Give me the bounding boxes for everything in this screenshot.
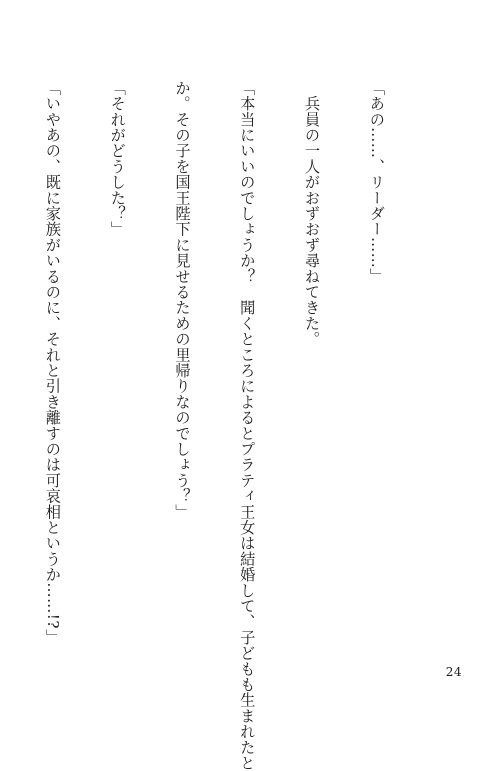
text-line: 兵員の一人がおずおず尋ねてきた。: [303, 80, 322, 347]
text-line: 「本当にいいのでしょうか？ 聞くところによるとプラティ王女は結婚して、子どもも生まれたと: [238, 80, 257, 771]
page-number: 24: [445, 665, 462, 679]
vertical-text-body: [0, 80, 430, 771]
text-line: 「いやあの、既に家族がいるのに、それと引き離すのは可哀相というか……!?」: [43, 80, 62, 645]
text-line: 「あの……、リーダー……」: [367, 80, 386, 285]
text-line: か。その子を国王陛下に見せるための里帰りなのでしょう？」: [173, 80, 192, 520]
text-line: 「それがどうした？」: [108, 80, 127, 237]
